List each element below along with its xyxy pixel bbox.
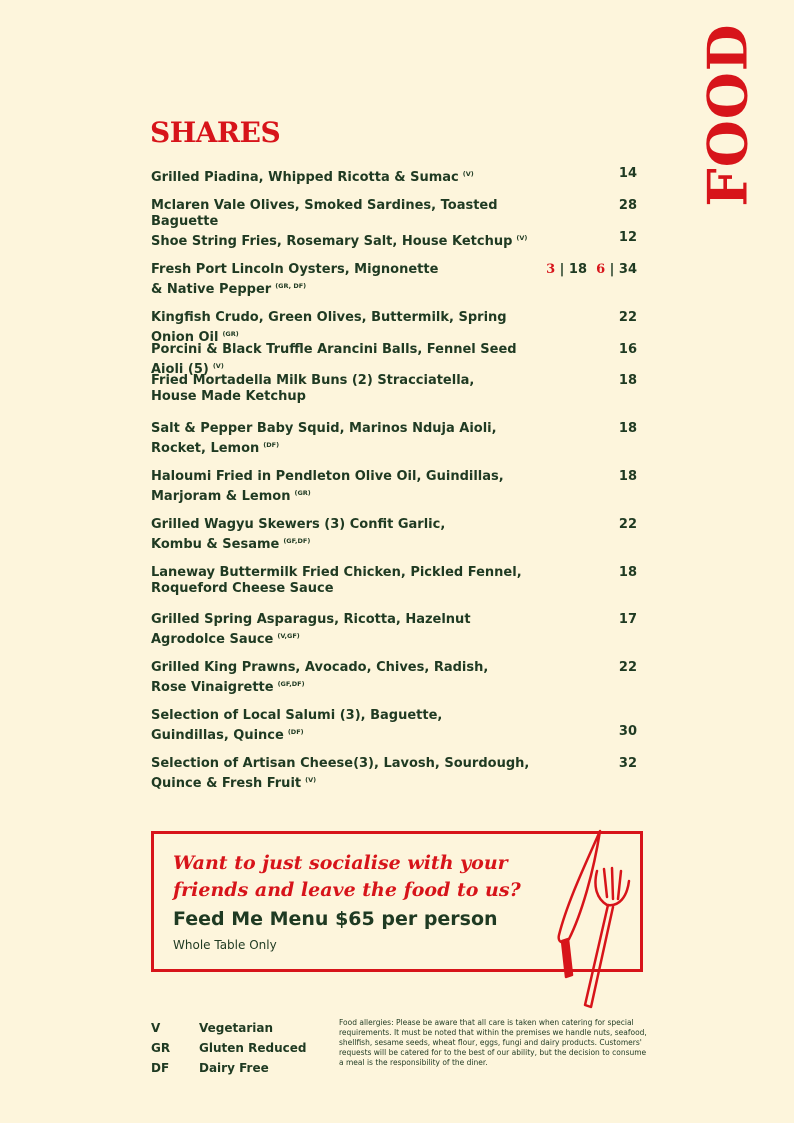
legend-meaning: Vegetarian [199, 1021, 274, 1035]
dietary-tag: (V) [516, 234, 528, 242]
menu-item [151, 198, 639, 230]
promo-note: Whole Table Only [173, 938, 277, 952]
cutlery-illustration [545, 825, 645, 1010]
menu-item-name [151, 230, 551, 250]
menu-item-price: 18 [618, 373, 637, 388]
menu-item-name-line: Porcini & Black Truffle Arancini Balls, Fennel Seed Aioli (5) $^{(V)}$ [151, 342, 517, 377]
menu-item-price: 18 [618, 565, 637, 580]
menu-item-name-line: Roqueford Cheese Sauce [151, 581, 334, 596]
oyster-count: 3 [546, 262, 556, 277]
legend-meaning: Dairy Free [199, 1061, 269, 1075]
menu-item-name-line: Rose Vinaigrette $^{(GF,DF)}$ [151, 680, 305, 695]
menu-item-name [151, 517, 551, 553]
dietary-tag: (V) [462, 170, 474, 178]
menu-item [151, 230, 639, 250]
legend-code: V [151, 1021, 161, 1035]
dietary-tag: (V) [212, 362, 224, 370]
menu-item-price: 32 [618, 756, 637, 771]
menu-item-price: 22 [618, 517, 637, 532]
menu-item-price: 30 [618, 724, 637, 739]
menu-item [151, 565, 639, 597]
menu-item-name [151, 310, 551, 346]
section-title: SHARES [150, 116, 281, 149]
menu-item-name [151, 421, 551, 457]
menu-item-name [151, 262, 551, 298]
menu-item [151, 310, 639, 346]
menu-item-price: 17 [618, 612, 637, 627]
menu-item-price: 14 [618, 166, 637, 181]
menu-item-name-line: Fresh Port Lincoln Oysters, Mignonette [151, 262, 439, 277]
menu-item-name [151, 373, 551, 405]
menu-item-price [546, 262, 637, 278]
menu-item-name-line: House Made Ketchup [151, 389, 306, 404]
menu-item-name-line: Agrodolce Sauce $^{(V,GF)}$ [151, 632, 300, 647]
side-title-text: FOOD [696, 23, 760, 207]
menu-item-price: 18 [618, 421, 637, 436]
dietary-tag: (DF) [263, 441, 280, 449]
oyster-count: 6 [596, 262, 606, 277]
side-title [688, 23, 768, 207]
menu-item-name-line: Grilled Spring Asparagus, Ricotta, Hazelnut [151, 612, 471, 627]
oyster-price: | 34 [605, 262, 637, 277]
dietary-tag: (V) [305, 776, 317, 784]
menu-item-name [151, 565, 551, 597]
dietary-tag: (GR) [222, 330, 239, 338]
menu-item-price: 22 [618, 310, 637, 325]
menu-item-price: 18 [618, 469, 637, 484]
menu-item-name-line: Fried Mortadella Milk Buns (2) Stracciatella, [151, 373, 475, 388]
legend-row [151, 1018, 306, 1038]
legend-meaning: Gluten Reduced [199, 1041, 307, 1055]
menu-item-name-line: Laneway Buttermilk Fried Chicken, Pickled Fennel, [151, 565, 522, 580]
menu-item-name-line: Rocket, Lemon $^{(DF)}$ [151, 441, 280, 456]
menu-item-name-line: Marjoram & Lemon $^{(GR)}$ [151, 489, 311, 504]
menu-item-name [151, 469, 551, 505]
menu-item-name-line: Shoe String Fries, Rosemary Salt, House Ketchup $^{(V)}$ [151, 234, 528, 249]
dietary-tag: (V,GF) [277, 632, 300, 640]
promo-headline [173, 850, 573, 904]
menu-item-name-line: Kingfish Crudo, Green Olives, Buttermilk, Spring Onion Oil $^{(GR)}$ [151, 310, 507, 345]
feed-me-price: Feed Me Menu $65 per person [173, 908, 498, 930]
legend-code: DF [151, 1061, 170, 1075]
promo-headline-line-1: Want to just socialise with your [173, 852, 508, 874]
menu-item-name-line: Guindillas, Quince $^{(DF)}$ [151, 728, 304, 743]
promo-headline-line-2: friends and leave the food to us? [173, 879, 521, 901]
dietary-tag: (GR) [294, 489, 311, 497]
menu-item [151, 612, 639, 648]
menu-item [151, 421, 639, 457]
menu-item-name-line: Kombu & Sesame $^{(GF,DF)}$ [151, 537, 311, 552]
legend-code: GR [151, 1041, 171, 1055]
menu-item-name [151, 660, 551, 696]
menu-item [151, 756, 639, 792]
dietary-tag: (GR, DF) [275, 282, 307, 290]
menu-item-name-line: Haloumi Fried in Pendleton Olive Oil, Guindillas, [151, 469, 504, 484]
menu-item-name-line: Grilled Wagyu Skewers (3) Confit Garlic, [151, 517, 446, 532]
menu-item [151, 708, 639, 744]
allergy-notice: Food allergies: Please be aware that all care is taken when catering for special requirements. It must be noted that within the premises we handle nuts, seafood, shellfish, sesame seeds, wheat flour, eggs, fungi and dairy products. Customers' requests will be catered for to the best of our ability, but the decision to consume a meal is the responsibility of the diner. [339, 1018, 647, 1067]
menu-item-name [151, 612, 551, 648]
menu-item [151, 517, 639, 553]
menu-item [151, 262, 639, 298]
menu-item-price: 12 [618, 230, 637, 245]
oyster-price: | 18 [555, 262, 597, 277]
legend-row [151, 1038, 306, 1058]
menu-item [151, 660, 639, 696]
menu-item-name-line: Grilled King Prawns, Avocado, Chives, Radish, [151, 660, 489, 675]
menu-item-price: 28 [618, 198, 637, 213]
menu-item [151, 469, 639, 505]
menu-item-name-line: Selection of Artisan Cheese(3), Lavosh, Sourdough, [151, 756, 530, 771]
dietary-tag: (GF,DF) [283, 537, 311, 545]
menu-item-price: 16 [618, 342, 637, 357]
menu-item-name-line: Grilled Piadina, Whipped Ricotta & Sumac $^{(V)}$ [151, 170, 474, 185]
menu-item-name-line: Salt & Pepper Baby Squid, Marinos Nduja Aioli, [151, 421, 497, 436]
menu-item-name-line: & Native Pepper $^{(GR, DF)}$ [151, 282, 307, 297]
menu-item-name-line: Selection of Local Salumi (3), Baguette, [151, 708, 443, 723]
menu-item-name-line: Quince & Fresh Fruit $^{(V)}$ [151, 776, 317, 791]
menu-item [151, 373, 639, 405]
legend-row [151, 1058, 306, 1078]
menu-item-name [151, 198, 551, 230]
dietary-tag: (DF) [287, 728, 304, 736]
dietary-legend [151, 1018, 306, 1078]
menu-item-name [151, 708, 551, 744]
menu-item-price: 22 [618, 660, 637, 675]
menu-item [151, 166, 639, 186]
dietary-tag: (GF,DF) [277, 680, 305, 688]
menu-item-name [151, 166, 551, 186]
menu-item-name [151, 756, 551, 792]
menu-item-name-line: Mclaren Vale Olives, Smoked Sardines, Toasted Baguette [151, 198, 498, 229]
